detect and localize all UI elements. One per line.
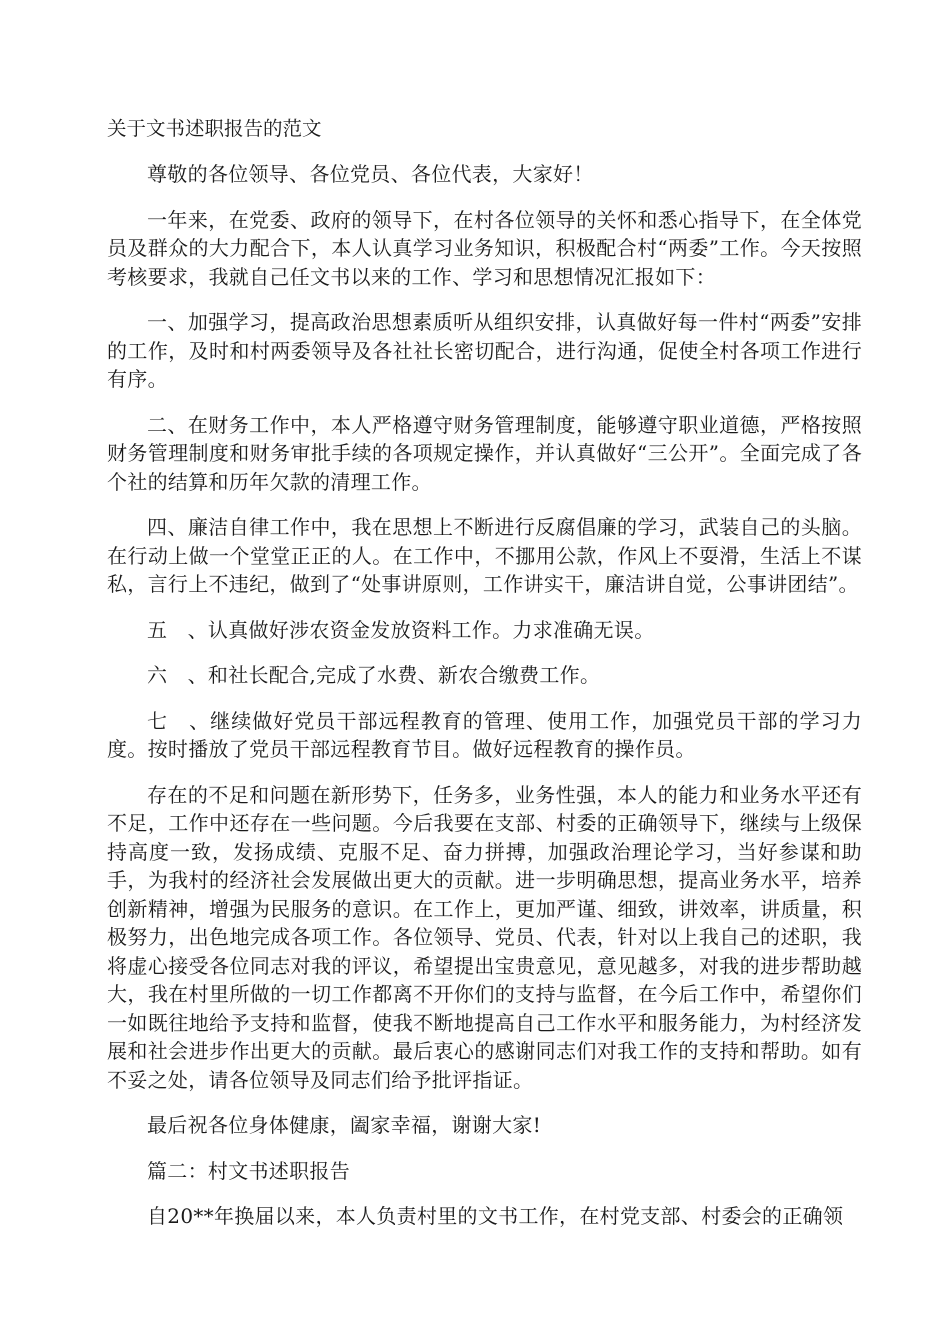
document-body: [107, 160, 862, 1248]
item-2-paragraph: 二、在财务工作中，本人严格遵守财务管理制度，能够遵守职业道德，严格按照财务管理制度和财务审批手续的各项规定操作，并认真做好“三公开”。全面完成了各个社的结算和历年欠款的清理工作。: [107, 412, 862, 494]
greeting-paragraph: 尊敬的各位领导、各位党员、各位代表，大家好！: [147, 162, 594, 186]
item-7-paragraph: 七 、继续做好党员干部远程教育的管理、使用工作，加强党员干部的学习力度。按时播放了党员干部远程教育节目。做好远程教育的操作员。: [107, 708, 862, 761]
item-5-paragraph: 五 、认真做好涉农资金发放资料工作。力求准确无误。: [147, 617, 655, 642]
item-1-paragraph: 一、加强学习，提高政治思想素质听从组织安排，认真做好每一件村“两委”安排的工作，及时和村两委领导及各社社长密切配合，进行沟通，促使全村各项工作进行有序。: [107, 310, 862, 391]
closing-paragraph: 最后祝各位身体健康，阖家幸福，谢谢大家!: [147, 1113, 542, 1137]
item-6-paragraph: 六 、和社长配合,完成了水费、新农合缴费工作。: [147, 663, 601, 687]
document-title: 关于文书述职报告的范文: [107, 117, 322, 140]
item-4-paragraph: 四、廉洁自律工作中，我在思想上不断进行反腐倡廉的学习，武装自己的头脑。在行动上做一个堂堂正正的人。在工作中，不挪用公款，作风上不耍滑，生活上不谋私，言行上不违纪，做到了“处事讲原则，工作讲实干，廉洁讲自觉，公事讲团结”。: [107, 515, 862, 596]
section-two-heading: 篇二：村文书述职报告: [147, 1158, 350, 1183]
shortcomings-paragraph: 存在的不足和问题在新形势下，任务多，业务性强，本人的能力和业务水平还有不足，工作中还存在一些问题。今后我要在支部、村委的正确领导下，继续与上级保持高度一致，发扬成绩、克服不足、奋力拼搏，加强政治理论学习，当好参谋和助手，为我村的经济社会发展做出更大的贡献。进一步明确思想，提高业务水平，培养创新精神，增强为民服务的意识。在工作上，更加严谨、细致，讲效率，讲质量，积极努力，出色地完成各项工作。各位领导、党员、代表，针对以上我自己的述职，我将虚心接受各位同志对我的评议，希望提出宝贵意见，意见越多，对我的进步帮助越大，我在村里所做的一切工作都离不开你们的支持与监督，在今后工作中，希望你们一如既往地给予支持和监督，使我不断地提高自己工作水平和服务能力，为村经济发展和社会进步作出更大的贡献。最后衷心的感谢同志们对我工作的支持和帮助。如有不妥之处，请各位领导及同志们给予批评指证。: [107, 782, 862, 1092]
section-two-first-paragraph: 自20**年换届以来，本人负责村里的文书工作，在村党支部、村委会的正确领: [147, 1204, 844, 1228]
intro-paragraph: 一年来，在党委、政府的领导下，在村各位领导的关怀和悉心指导下，在全体党员及群众的大力配合下，本人认真学习业务知识，积极配合村“两委”工作。今天按照考核要求，我就自己任文书以来的工作、学习和思想情况汇报如下：: [107, 207, 862, 289]
